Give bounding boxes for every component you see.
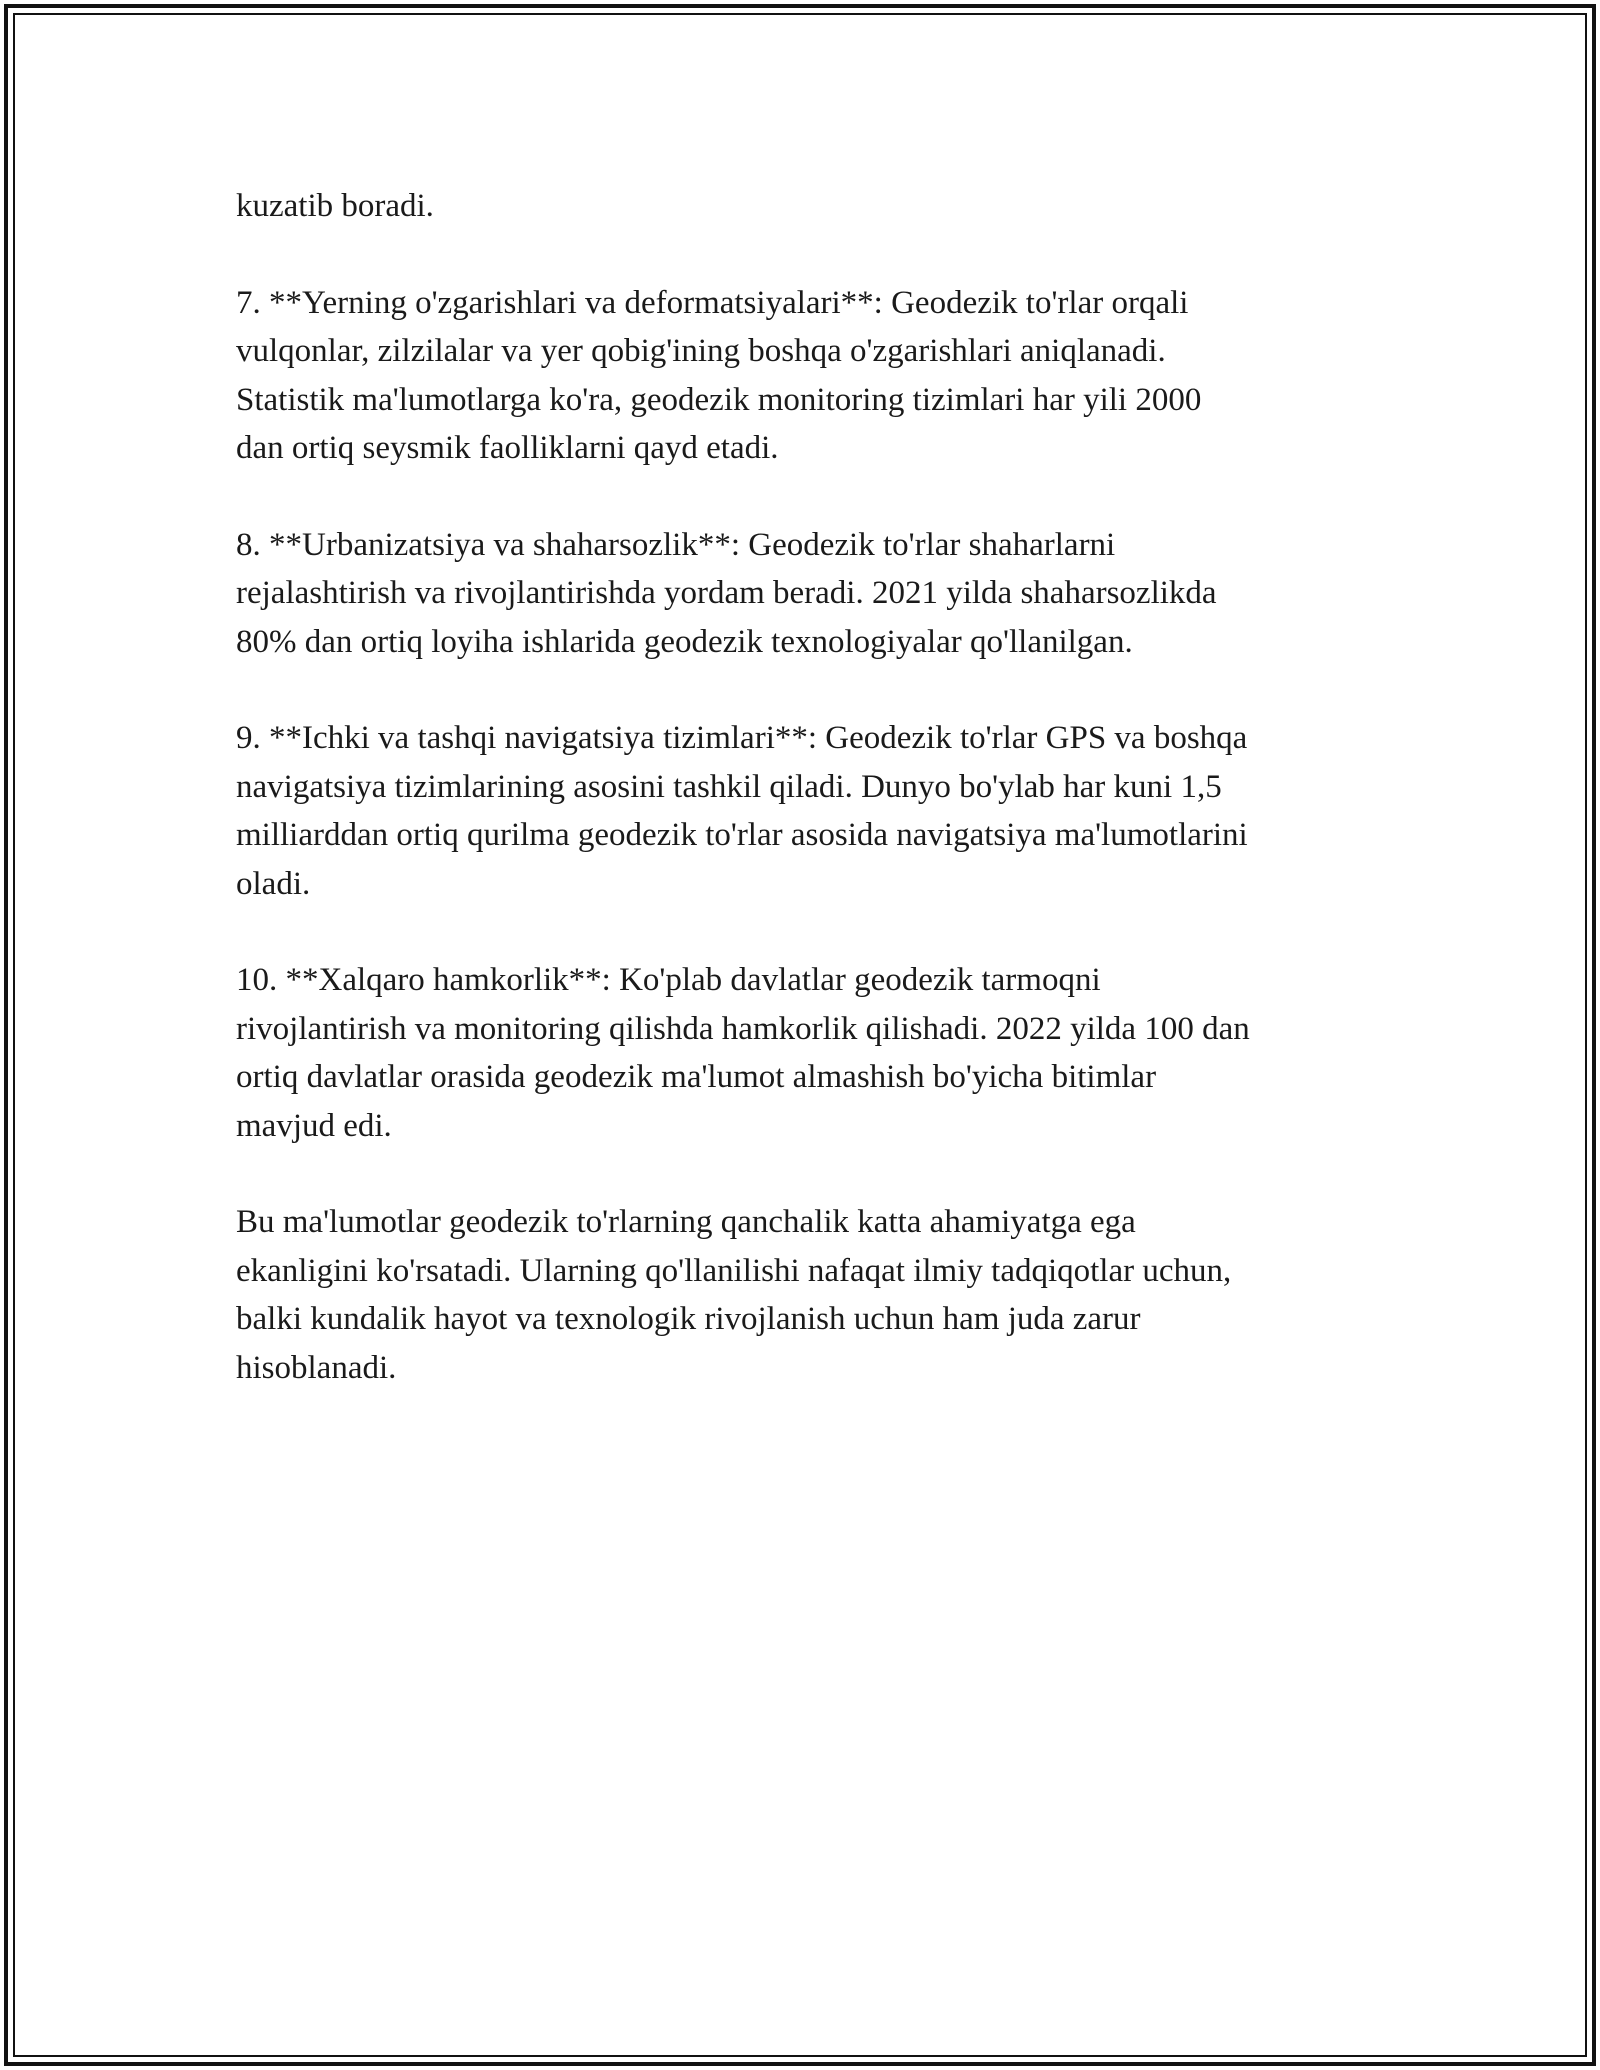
paragraph-conclusion: Bu ma'lumotlar geodezik to'rlarning qanchalik katta ahamiyatga ega ekanligini ko'rsatadi. Ularning qo'llanilishi nafaqat ilmiy tadqiqotlar uchun, balki kundalik hayot va texnologik rivojlanish uchun ham juda zarur hisoblanadi.	[236, 1204, 1232, 1386]
paragraph-item-8: 8. **Urbanizatsiya va shaharsozlik**: Geodezik to'rlar shaharlarni rejalashtirish va rivojlantirishda yordam beradi. 2021 yilda shaharsozlikda 80% dan ortiq loyiha ishlarida geodezik texnologiyalar qo'llanilgan.	[236, 526, 1217, 660]
paragraph-item-7: 7. **Yerning o'zgarishlari va deformatsiyalari**: Geodezik to'rlar orqali vulqonlar, zilzilalar va yer qobig'ining boshqa o'zgarishlari aniqlanadi. Statistik ma'lumotlarga ko'ra, geodezik monitoring tizimlari har yili 2000 dan ortiq seysmik faolliklarni qayd etadi.	[236, 284, 1202, 466]
paragraph-item-10: 10. **Xalqaro hamkorlik**: Ko'plab davlatlar geodezik tarmoqni rivojlantirish va monitoring qilishda hamkorlik qilishadi. 2022 yilda 100 dan ortiq davlatlar orasida geodezik ma'lumot almashish bo'yicha bitimlar mavjud edi.	[236, 962, 1250, 1144]
document-body	[236, 182, 1386, 1440]
paragraph-continuation: kuzatib boradi.	[236, 188, 434, 224]
paragraph-item-9: 9. **Ichki va tashqi navigatsiya tizimlari**: Geodezik to'rlar GPS va boshqa navigatsiya tizimlarining asosini tashkil qiladi. Dunyo bo'ylab har kuni 1,5 milliarddan ortiq qurilma geodezik to'rlar asosida navigatsiya ma'lumotlarini oladi.	[236, 720, 1248, 902]
